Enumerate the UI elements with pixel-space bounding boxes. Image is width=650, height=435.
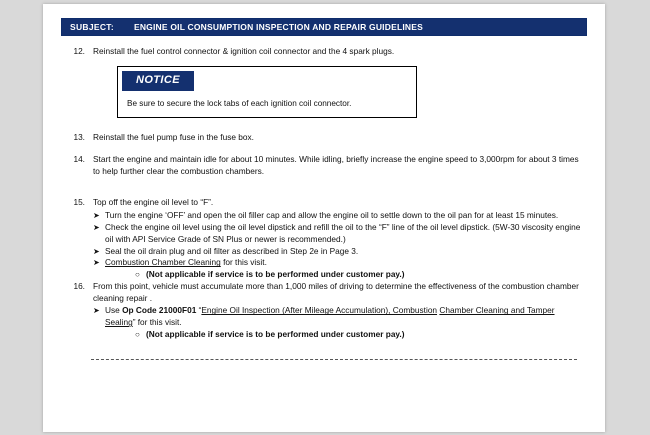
subject-header — [61, 18, 587, 36]
opcode-mid: “ — [196, 305, 202, 316]
arrow-bullet-icon: ➤ — [93, 306, 100, 316]
arrow-bullet-icon: ➤ — [93, 258, 100, 268]
opcode-tail: ” for this visit. — [132, 317, 182, 328]
bullet-text: Turn the engine ‘OFF’ and open the oil filler cap and allow the engine oil to settle down to the oil pan for at least 15 minutes. — [105, 210, 559, 221]
notice-banner: NOTICE — [122, 71, 194, 92]
circle-bullet-icon: ○ — [135, 270, 140, 280]
bullet-item — [61, 305, 587, 329]
bullet-item — [61, 222, 587, 246]
sub-bullet-item — [61, 329, 587, 341]
step-item — [61, 46, 587, 58]
op-code-description-line1: Engine Oil Inspection (After Mileage Accumulation), Combustion — [201, 305, 438, 316]
bullet-text: Check the engine oil level using the oil level dipstick and refill the oil to the “F” line of the oil level dipstick. (5W-30 viscosity engine oil with API Service Grade of SN Plus or newer is recommended.) — [105, 221, 581, 244]
step-item — [61, 132, 587, 144]
page-content — [43, 4, 605, 360]
step-text: Top off the engine oil level to “F”. — [93, 197, 214, 208]
arrow-bullet-icon: ➤ — [93, 246, 100, 256]
bullet-text — [105, 305, 587, 329]
circle-bullet-icon: ○ — [135, 329, 140, 339]
notice-block — [117, 66, 417, 118]
step15-bullet-list — [61, 210, 587, 281]
sub-bullet-text: (Not applicable if service is to be performed under customer pay.) — [146, 328, 405, 339]
subject-label: SUBJECT: — [62, 19, 122, 35]
step16-bullet-list — [61, 305, 587, 340]
combustion-chamber-cleaning-link: Combustion Chamber Cleaning — [105, 257, 221, 268]
step-item — [61, 281, 587, 305]
op-code-value: Op Code 21000F01 — [122, 305, 197, 316]
bullet-item — [61, 210, 587, 222]
bullet-item — [61, 257, 587, 269]
step-number: 14. — [73, 153, 85, 164]
step-item — [61, 154, 587, 178]
sub-bullet-item — [61, 269, 587, 281]
bullet-text: Seal the oil drain plug and oil filter as described in Step 2e in Page 3. — [105, 245, 359, 256]
document-body — [61, 46, 587, 360]
step-text: From this point, vehicle must accumulate more than 1,000 miles of driving to determine the effectiveness of the combustion chamber cleaning repair . — [93, 280, 579, 303]
notice-text: Be sure to secure the lock tabs of each ignition coil connector. — [127, 99, 352, 109]
subject-title: ENGINE OIL CONSUMPTION INSPECTION AND REPAIR GUIDELINES — [122, 19, 586, 35]
document-page — [43, 4, 605, 432]
sub-bullet-text: (Not applicable if service is to be performed under customer pay.) — [146, 269, 405, 280]
step-number: 15. — [73, 197, 85, 208]
arrow-bullet-icon: ➤ — [93, 211, 100, 221]
step-text: Start the engine and maintain idle for about 10 minutes. While idling, briefly increase the engine speed to 3,000rpm for about 3 times to help further clear the combustion chambers. — [93, 153, 579, 176]
section-divider — [91, 359, 577, 360]
op-code-description-line2: Chamber Cleaning and Tamper Sealing — [105, 305, 555, 328]
step-text: Reinstall the fuel pump fuse in the fuse box. — [93, 132, 254, 143]
notice-box — [117, 66, 417, 118]
notice-banner-row — [118, 67, 416, 92]
step-item — [61, 197, 587, 209]
bullet-text — [105, 257, 587, 269]
step-text: Reinstall the fuel control connector & ignition coil connector and the 4 spark plugs. — [93, 46, 395, 56]
step-number: 13. — [73, 132, 85, 143]
step-number: 16. — [73, 280, 85, 291]
bullet-item — [61, 246, 587, 258]
step-number: 12. — [73, 46, 85, 56]
arrow-bullet-icon: ➤ — [93, 222, 100, 232]
opcode-lead: Use — [105, 305, 123, 316]
bullet-text-tail: for this visit. — [220, 257, 267, 268]
